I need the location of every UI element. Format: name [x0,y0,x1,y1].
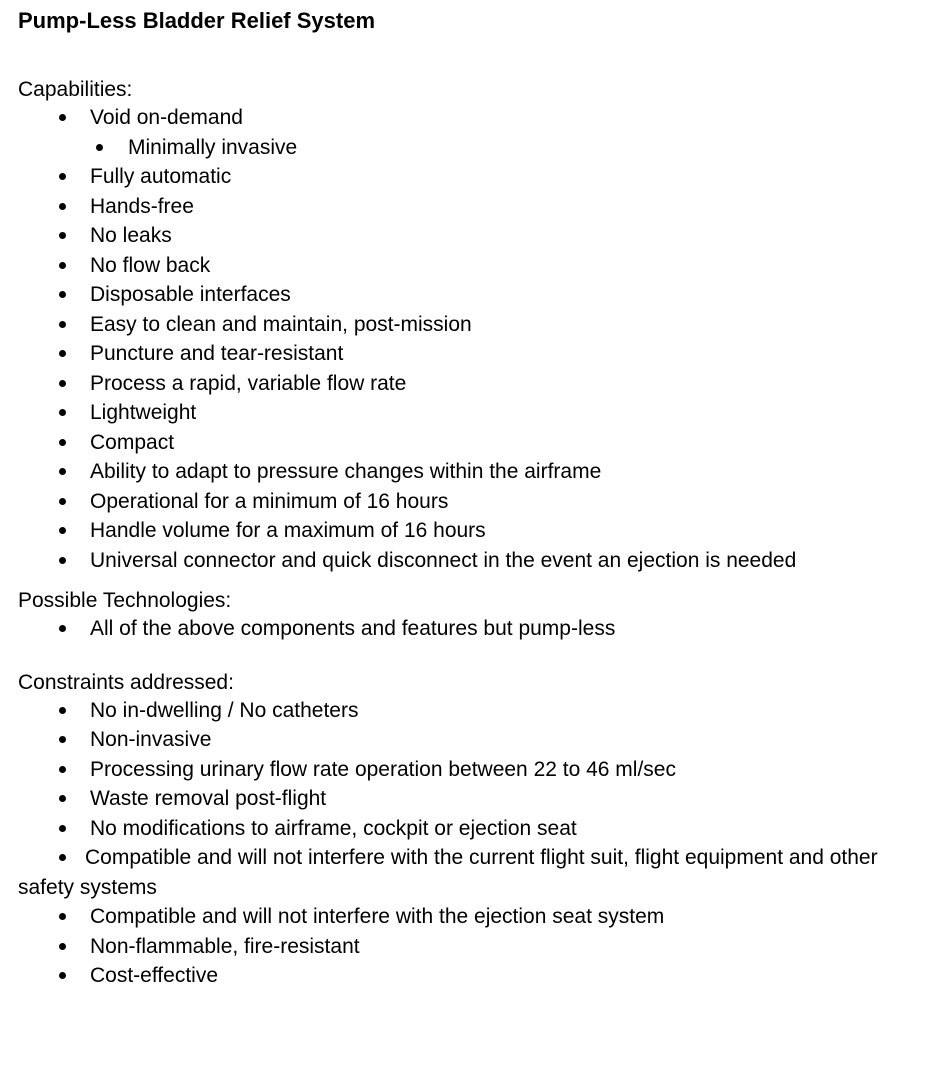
list-item: Universal connector and quick disconnect in the event an ejection is needed [18,546,920,576]
list-item: Processing urinary flow rate operation between 22 to 46 ml/sec [18,755,920,785]
list-item: Handle volume for a maximum of 16 hours [18,516,920,546]
list-item: Hands-free [18,192,920,222]
section-heading-capabilities: Capabilities: [18,78,133,101]
list-item: Void on-demand [18,103,920,133]
list-item: Ability to adapt to pressure changes within the airframe [18,457,920,487]
list-item: All of the above components and features but pump-less [18,614,920,644]
list-item-nested: Minimally invasive [18,133,920,163]
list-item: No in-dwelling / No catheters [18,696,920,726]
list-item: Process a rapid, variable flow rate [18,369,920,399]
list-item: Waste removal post-flight [18,784,920,814]
list-item: Fully automatic [18,162,920,192]
list-item: Lightweight [18,398,920,428]
capabilities-list [18,103,920,575]
list-item: Cost-effective [18,961,920,991]
list-item: Puncture and tear-resistant [18,339,920,369]
constraints-list [18,696,920,991]
list-item: No modifications to airframe, cockpit or ejection seat [18,814,920,844]
list-item: No leaks [18,221,920,251]
section-heading-constraints-addressed: Constraints addressed: [18,670,234,694]
possible-technologies-list [18,614,920,644]
list-item: Non-invasive [18,725,920,755]
section-heading-possible-technologies: Possible Technologies: [18,589,232,612]
list-item: Compact [18,428,920,458]
list-item: Compatible and will not interfere with the ejection seat system [18,902,920,932]
list-item-wrapped: Compatible and will not interfere with the current flight suit, flight equipment and other safety systems [18,843,920,902]
list-item: Operational for a minimum of 16 hours [18,487,920,517]
list-item: No flow back [18,251,920,281]
list-item: Disposable interfaces [18,280,920,310]
document-title: Pump-Less Bladder Relief System [18,8,376,33]
list-item: Non-flammable, fire-resistant [18,932,920,962]
list-item: Easy to clean and maintain, post-mission [18,310,920,340]
